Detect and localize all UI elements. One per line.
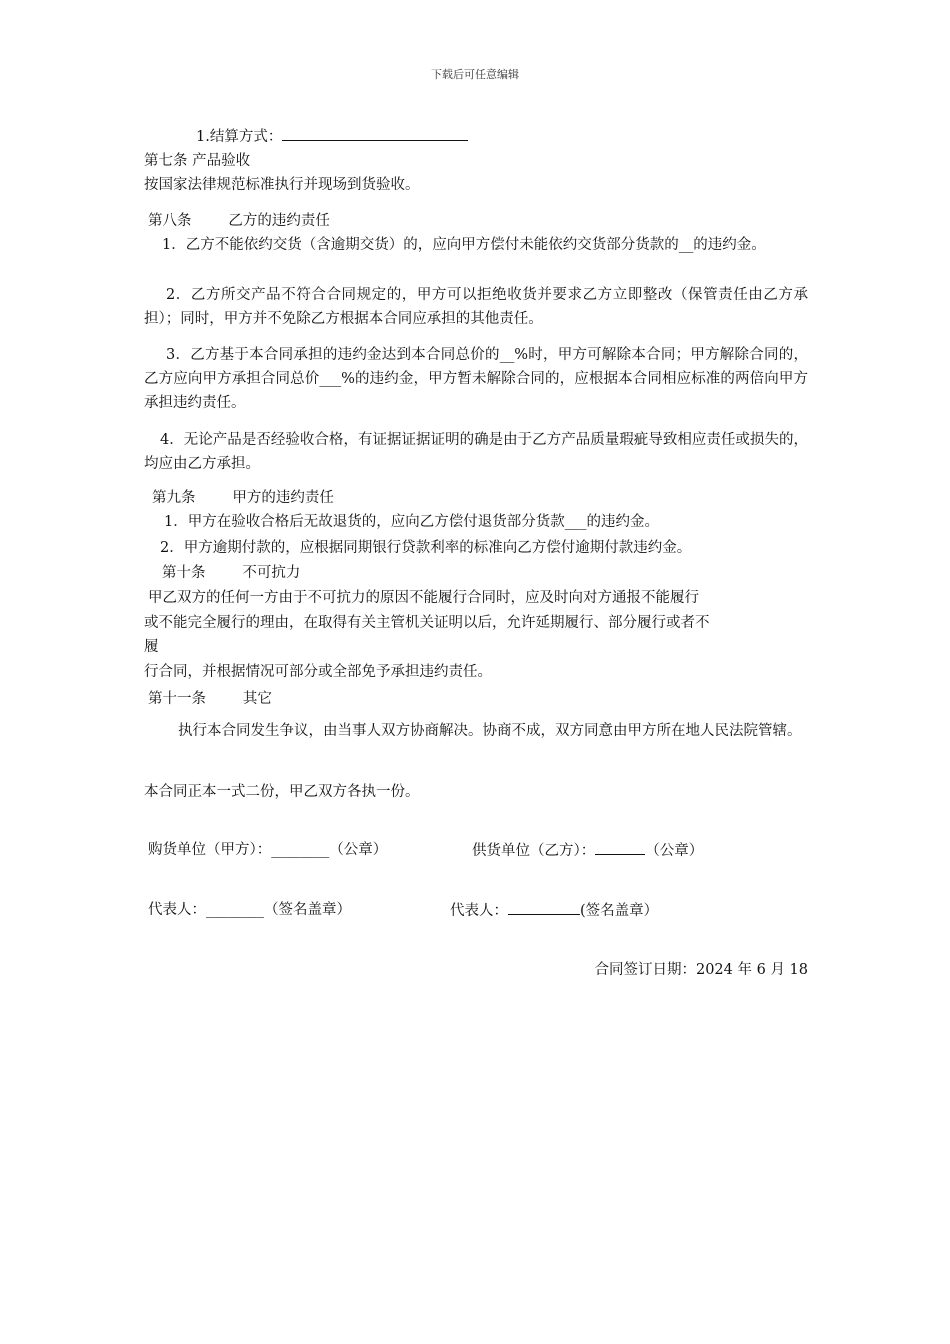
article-8-item-2: 2．乙方所交产品不符合合同规定的，甲方可以拒绝收货并要求乙方立即整改（保管责任由乙方承担）；同时，甲方并不免除乙方根据本合同应承担的其他责任。 bbox=[144, 287, 808, 327]
article-9-title: 第九条 甲方的违约责任 bbox=[152, 490, 334, 506]
article-8-item-3-blank: __ bbox=[499, 347, 515, 363]
article-8-item-3 bbox=[144, 343, 808, 415]
article-8-title: 第八条 乙方的违约责任 bbox=[148, 213, 330, 229]
article-9-item-1-blank: ___ bbox=[564, 514, 587, 530]
buyer-blank: ________ bbox=[271, 842, 330, 858]
header-note: 下载后可任意编辑 bbox=[431, 68, 519, 81]
article-9-item-2: 2．甲方逾期付款的，应根据同期银行贷款利率的标准向乙方偿付逾期付款违约金。 bbox=[160, 540, 692, 556]
article-8-item-3-mid: %时，甲方可解除本合同；甲方解除合同的，乙方应向甲方承担合同总价 bbox=[144, 347, 808, 387]
settlement-label: 1.结算方式： bbox=[196, 129, 283, 145]
article-10-line-3: 履 bbox=[144, 639, 159, 655]
article-11-body: 执行本合同发生争议，由当事人双方协商解决。协商不成，双方同意由甲方所在地人民法院管辖。 bbox=[178, 723, 802, 739]
settlement-line bbox=[196, 124, 860, 149]
article-8-item-1-blank: __ bbox=[678, 237, 694, 253]
article-10-line-4: 行合同，并根据情况可部分或全部免予承担违约责任。 bbox=[144, 664, 492, 680]
article-10-title: 第十条 不可抗力 bbox=[162, 565, 301, 581]
copies-clause: 本合同正本一式二份，甲乙双方各执一份。 bbox=[144, 784, 420, 800]
article-9-item-1-text: 1．甲方在验收合格后无故退货的，应向乙方偿付退货部分货款 bbox=[164, 514, 565, 530]
rep2-label: 代表人： bbox=[450, 903, 508, 919]
article-8-item-4: 4．无论产品是否经验收合格，有证据证据证明的确是由于乙方产品质量瑕疵导致相应责任或损失的，均应由乙方承担。 bbox=[144, 432, 808, 472]
article-9-item-1 bbox=[164, 510, 828, 534]
article-8-item-1-tail: 的违约金。 bbox=[693, 237, 766, 253]
article-8-item-3-tail: %的违约金，甲方暂未解除合同的，应根据本合同相应标准的两倍向甲方承担违约责任。 bbox=[144, 371, 808, 411]
article-10-line-2: 或不能完全履行的理由，在取得有关主管机关证明以后，允许延期履行、部分履行或者不 bbox=[144, 615, 710, 631]
rep2-seal: (签名盖章） bbox=[580, 903, 659, 919]
article-11-title: 第十一条 其它 bbox=[148, 691, 272, 707]
signing-date: 合同签订日期：2024 年 6 月 18 bbox=[594, 962, 808, 978]
article-8-item-3-text: 3．乙方基于本合同承担的违约金达到本合同总价的 bbox=[166, 347, 500, 363]
article-8-item-1-text: 1．乙方不能依约交货（含逾期交货）的，应向甲方偿付未能依约交货部分货款的 bbox=[162, 237, 679, 253]
buyer-label: 购货单位（甲方）： bbox=[148, 842, 272, 858]
article-8-item-1 bbox=[144, 233, 808, 257]
article-10-line-1: 甲乙双方的任何一方由于不可抗力的原因不能履行合同时，应及时向对方通报不能履行 bbox=[148, 590, 699, 606]
buyer-seal: （公章） bbox=[329, 842, 388, 858]
rep1-seal: （签名盖章） bbox=[264, 902, 351, 918]
article-8-item-3-blank2: ___ bbox=[319, 371, 342, 387]
buyer-signature bbox=[148, 838, 387, 862]
seller-blank bbox=[595, 838, 645, 855]
buyer-representative bbox=[148, 898, 351, 922]
rep1-blank: ________ bbox=[206, 902, 264, 918]
article-7-body: 按国家法律规范标准执行并现场到货验收。 bbox=[144, 177, 420, 193]
seller-representative bbox=[450, 898, 658, 923]
seller-signature bbox=[472, 838, 703, 863]
settlement-blank bbox=[282, 124, 468, 141]
article-9-item-1-tail: 的违约金。 bbox=[586, 514, 659, 530]
rep1-label: 代表人： bbox=[148, 902, 206, 918]
article-7-title: 第七条 产品验收 bbox=[144, 153, 251, 169]
seller-label: 供货单位（乙方）： bbox=[472, 843, 596, 859]
rep2-blank bbox=[508, 898, 580, 915]
seller-seal: （公章） bbox=[645, 843, 704, 859]
